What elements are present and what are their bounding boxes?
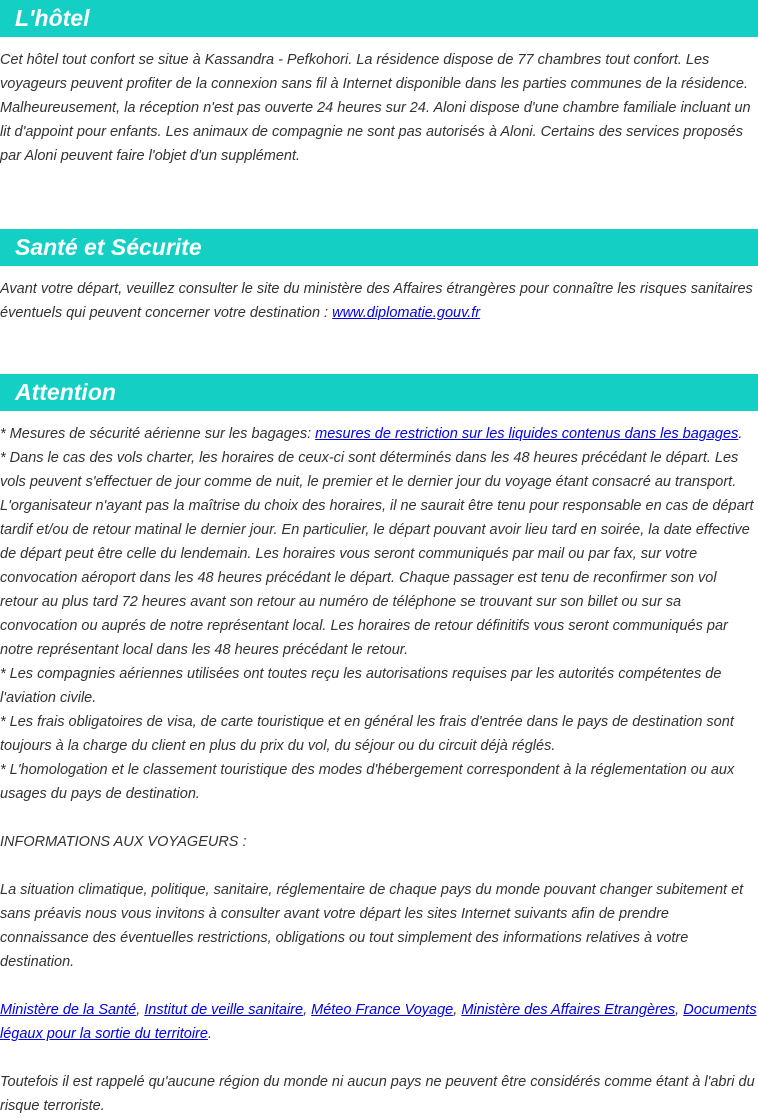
link-separator: , (303, 1002, 312, 1018)
health-heading: Santé et Sécurite (0, 229, 758, 266)
meteo-france-link[interactable]: Méteo France Voyage (311, 1002, 454, 1018)
charter-note: * Dans le cas des vols charter, les horaires de ceux-ci sont déterminés dans les 48 heures précédant le départ. Les vols peuvent s'effectuer de jour comme de nuit, le premier et le dernier jour du voyage étant consacré au transport. L'organisateur n'ayant pas la maîtrise du choix des horaires, il ne saurait être tenu pour responsable en cas de départ tardif et/ou de retour matinal le dernier jour. En particulier, le départ pouvant avoir lieu tard en soirée, la date effective de départ peut être celle du lendemain. Les horaires vous seront communiqués par mail ou par fax, sur votre convocation aéroport dans les 48 heures précédant le départ. Chaque passager est tenu de reconfirmer son vol retour au plus tard 72 heures avant son retour au numéro de téléphone se trouvant sur son billet ou sur sa convocation ou auprés de notre représentant local. Les horaires de retour définitifs vous seront communiqués par notre représentant local dans les 48 heures précédant le retour. (0, 450, 754, 658)
hotel-heading: L'hôtel (0, 0, 758, 37)
documents-legaux-link[interactable]: Documents légaux pour la sortie du territoire (0, 1002, 757, 1042)
bagages-prefix: * Mesures de sécurité aérienne sur les bagages: (0, 426, 316, 442)
link-separator: , (453, 1002, 462, 1018)
ministere-sante-link[interactable]: Ministère de la Santé (0, 1002, 137, 1018)
attention-heading: Attention (0, 374, 758, 411)
terror-note: Toutefois il est rappelé qu'aucune région du monde ni aucun pays ne peuvent être considérés comme étant à l'abri du risque terroriste. (0, 1074, 755, 1114)
bagages-suffix: . (738, 426, 743, 442)
compagnies-note: * Les compagnies aériennes utilisées ont toutes reçu les autorisations requises par les autorités compétentes de l'aviation civile. (0, 666, 722, 706)
hotel-description: Cet hôtel tout confort se situe à Kassandra - Pefkohori. La résidence dispose de 77 chambres tout confort. Les voyageurs peuvent profiter de la connexion sans fil à Internet disponible dans les parties communes de la résidence. Malheureusement, la réception n'est pas ouverte 24 heures sur 24. Aloni dispose d'une chambre familiale incluant un lit d'appoint pour enfants. Les animaux de compagnie ne sont pas autorisés à Aloni. Certains des services proposés par Aloni peuvent faire l'objet d'un supplément. (0, 52, 751, 164)
homologation-note: * L'homologation et le classement touristique des modes d'hébergement correspondent à la réglementation ou aux usages du pays de destination. (0, 762, 735, 802)
diplomatie-link[interactable]: www.diplomatie.gouv.fr (332, 305, 481, 321)
health-text: Avant votre départ, veuillez consulter le site du ministère des Affaires étrangères pour connaître les risques sanitaires éventuels qui peuvent concerner votre destination : (0, 281, 753, 321)
ministere-affaires-link[interactable]: Ministère des Affaires Etrangères (461, 1002, 676, 1018)
info-links (0, 998, 758, 1046)
situation-text: La situation climatique, politique, sanitaire, réglementaire de chaque pays du monde pouvant changer subitement et sans préavis nous vous invitons à consulter avant votre départ les sites Internet suivants afin de prendre connaissance des éventuelles restrictions, obligations ou tout simplement des informations relatives à votre destination. (0, 882, 744, 970)
institut-veille-link[interactable]: Institut de veille sanitaire (144, 1002, 304, 1018)
link-separator: , (675, 1002, 684, 1018)
frais-note: * Les frais obligatoires de visa, de carte touristique et en général les frais d'entrée dans le pays de destination sont toujours à la charge du client en plus du prix du vol, du séjour ou du circuit déjà réglés. (0, 714, 734, 754)
bagages-note (0, 422, 758, 446)
info-voyageurs-title: INFORMATIONS AUX VOYAGEURS : (0, 834, 247, 850)
health-description (0, 277, 758, 325)
link-separator: , (136, 1002, 145, 1018)
links-end: . (207, 1026, 212, 1042)
section-hotel (0, 0, 758, 37)
liquides-restriction-link[interactable]: mesures de restriction sur les liquides contenus dans les bagages (315, 426, 739, 442)
